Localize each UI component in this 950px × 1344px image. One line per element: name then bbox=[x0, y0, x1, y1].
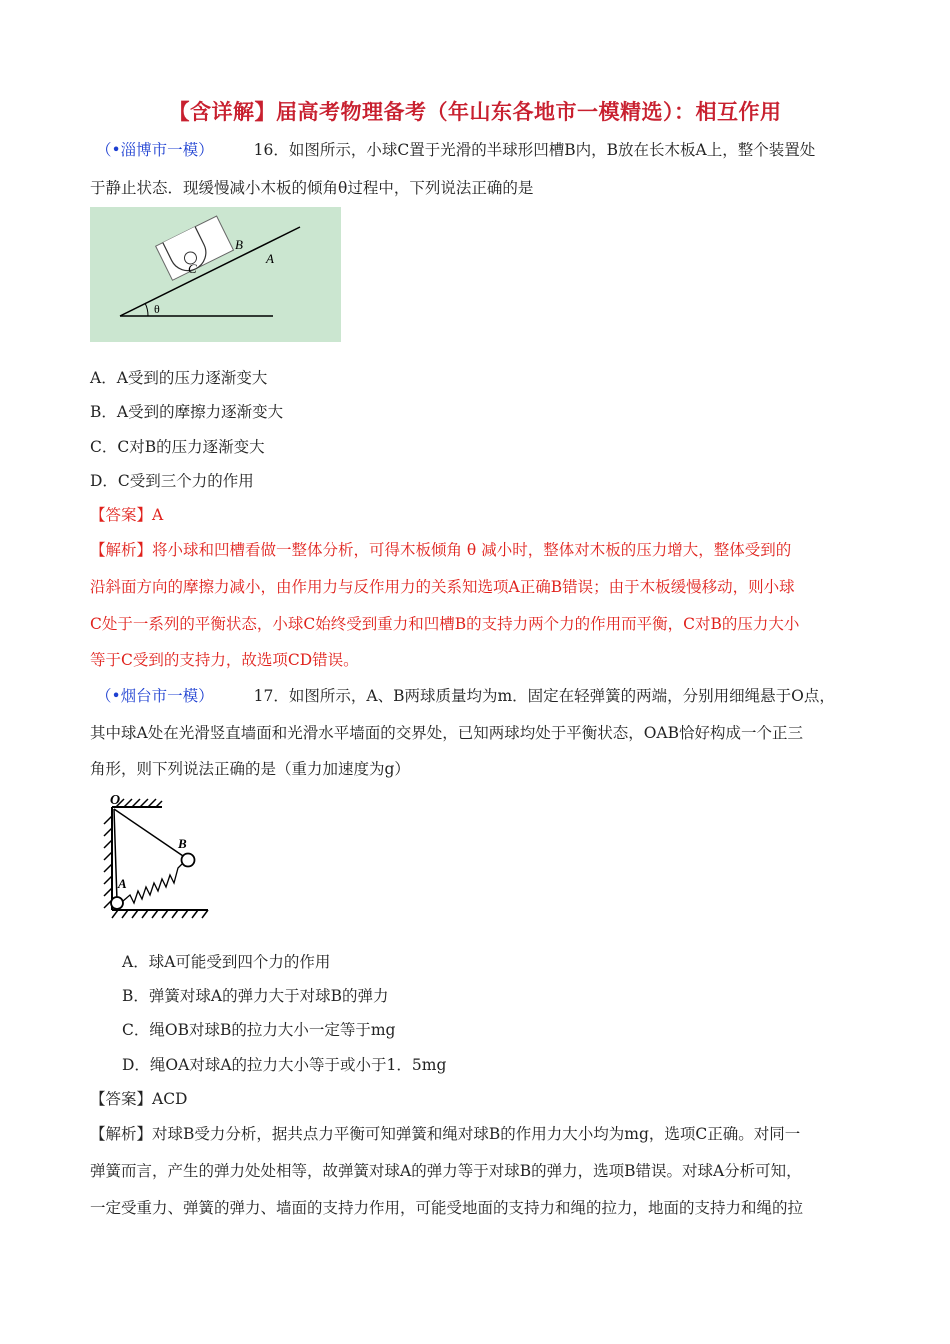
label-a: A bbox=[118, 876, 127, 891]
question-17-stem-line-3: 角形，则下列说法正确的是（重力加速度为g） bbox=[90, 760, 410, 778]
ball-b bbox=[182, 854, 195, 867]
q17-option-d: D．绳OA对球A的拉力大小等于或小于1．5mg bbox=[122, 1056, 447, 1074]
label-b: B bbox=[178, 836, 187, 851]
q16-option-c: C．C对B的压力逐渐变大 bbox=[90, 438, 265, 456]
label-a: A bbox=[266, 251, 274, 266]
q16-analysis-line-2: 沿斜面方向的摩擦力减小，由作用力与反作用力的关系知选项A正确B错误；由于木板缓慢移动，则小球 bbox=[90, 578, 795, 596]
q16-answer: 【答案】A bbox=[90, 506, 164, 524]
q17-option-c: C．绳OB对球B的拉力大小一定等于mg bbox=[122, 1021, 396, 1039]
string-ob bbox=[114, 809, 186, 858]
q17-analysis-line-2: 弹簧而言，产生的弹力处处相等，故弹簧对球A的弹力等于对球B的弹力，选项B错误。对球A分析可知， bbox=[90, 1162, 802, 1180]
ball-a bbox=[111, 897, 123, 909]
question-16-source: （•淄博市一模） bbox=[96, 141, 214, 159]
q17-analysis-line-3: 一定受重力、弹簧的弹力、墙面的支持力作用，可能受地面的支持力和绳的拉力，地面的支持力和绳的拉 bbox=[90, 1199, 804, 1217]
floor-hatch bbox=[112, 910, 208, 918]
question-17-stem-line-2: 其中球A处在光滑竖直墙面和光滑水平墙面的交界处，已知两球均处于平衡状态，OAB恰好构成一个正三 bbox=[90, 724, 803, 742]
label-b: B bbox=[235, 237, 243, 252]
q17-answer: 【答案】ACD bbox=[90, 1090, 188, 1108]
q16-option-d: D．C受到三个力的作用 bbox=[90, 472, 254, 490]
q16-option-b: B．A受到的摩擦力逐渐变大 bbox=[90, 403, 284, 421]
question-16-stem-line-1: 16．如图所示，小球C置于光滑的半球形凹槽B内，B放在长木板A上，整个装置处 bbox=[253, 141, 816, 159]
spring bbox=[123, 864, 182, 903]
ceiling-hatch bbox=[116, 799, 162, 807]
question-16-stem-line-2: 于静止状态．现缓慢减小木板的倾角θ过程中，下列说法正确的是 bbox=[90, 179, 534, 197]
q17-analysis-line-1: 【解析】对球B受力分析，据共点力平衡可知弹簧和绳对球B的作用力大小均为mg，选项C正确。对同一 bbox=[90, 1125, 801, 1143]
page-title: 【含详解】届高考物理备考（年山东各地市一模精选）：相互作用 bbox=[168, 99, 782, 124]
label-theta: θ bbox=[154, 302, 160, 316]
spring-diagram bbox=[90, 788, 212, 923]
wall-hatch bbox=[104, 816, 112, 908]
q16-option-a: A．A受到的压力逐渐变大 bbox=[90, 369, 268, 387]
q16-analysis-line-4: 等于C受到的支持力，故选项CD错误。 bbox=[90, 651, 359, 669]
question-16-figure bbox=[90, 207, 341, 342]
label-c: C bbox=[188, 261, 197, 276]
q17-option-b: B．弹簧对球A的弹力大于对球B的弹力 bbox=[122, 987, 389, 1005]
q17-option-a: A．球A可能受到四个力的作用 bbox=[122, 953, 331, 971]
question-17-header bbox=[96, 686, 835, 706]
string-oa bbox=[114, 809, 117, 901]
angle-arc bbox=[145, 303, 148, 316]
q16-analysis-line-1: 【解析】将小球和凹槽看做一整体分析，可得木板倾角 θ 减小时，整体对木板的压力增大，整体受到的 bbox=[90, 541, 792, 559]
question-17-stem-line-1: 17．如图所示，A、B两球质量均为m．固定在轻弹簧的两端，分别用细绳悬于O点， bbox=[253, 687, 835, 705]
label-o: O bbox=[110, 793, 121, 808]
q16-analysis-line-3: C处于一系列的平衡状态，小球C始终受到重力和凹槽B的支持力两个力的作用而平衡，C对B的压力大小 bbox=[90, 615, 800, 633]
question-16-header bbox=[96, 140, 815, 160]
question-17-source: （•烟台市一模） bbox=[96, 687, 214, 705]
incline-diagram bbox=[90, 207, 341, 342]
question-17-figure bbox=[90, 788, 212, 923]
